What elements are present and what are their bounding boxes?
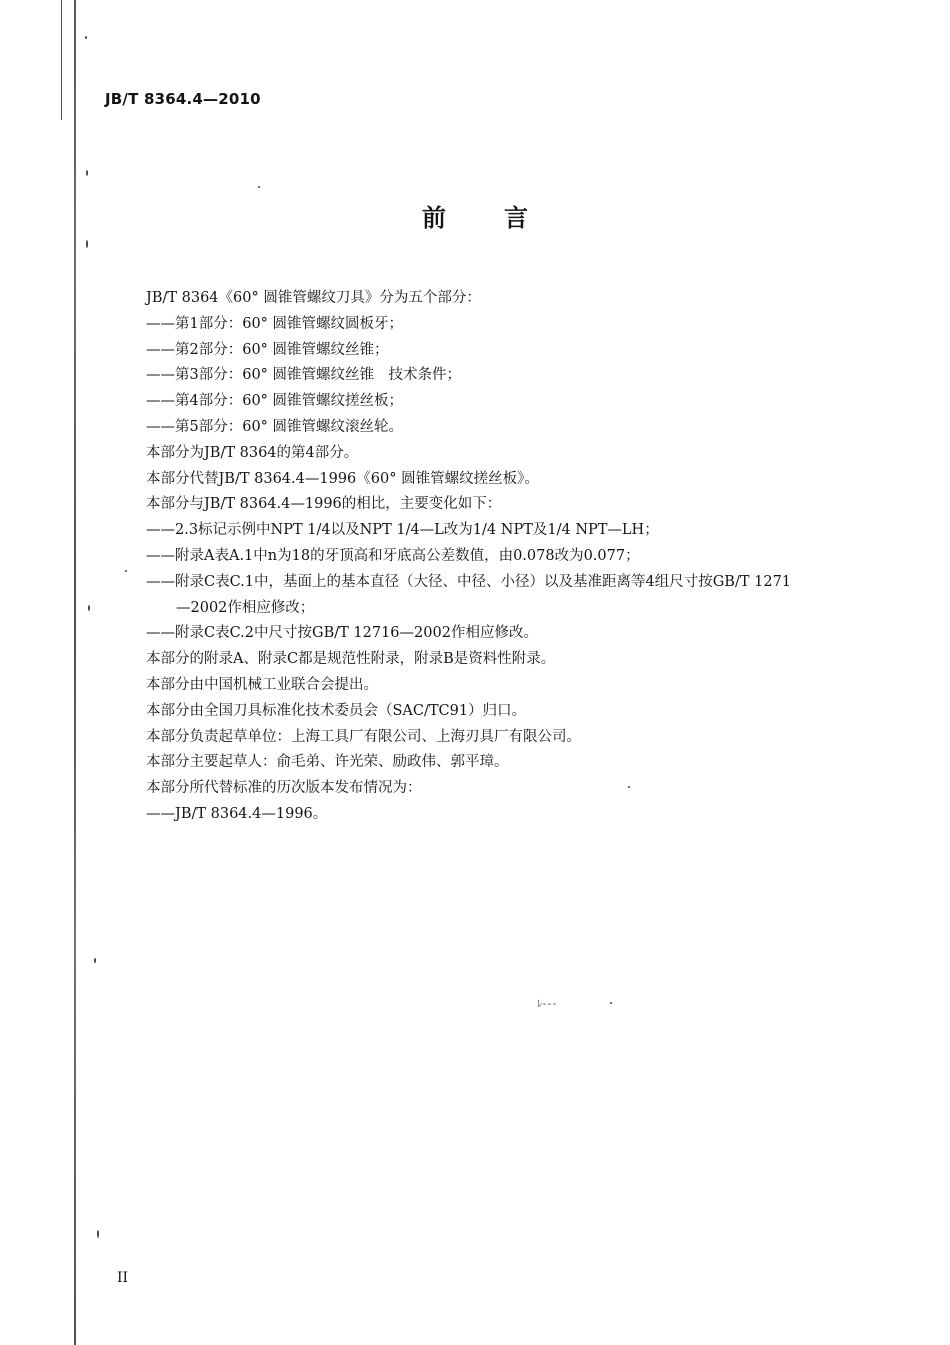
body-line: 本部分所代替标准的历次版本发布情况为： [146, 780, 422, 797]
title-char-2: 言 [504, 204, 528, 232]
scan-speck [86, 240, 88, 248]
page-title [0, 198, 950, 233]
title-char-1: 前 [422, 204, 446, 232]
body-line: 本部分代替JB/T 8364.4—1996《60° 圆锥管螺纹搓丝板》。 [146, 470, 539, 487]
body-line: ——第5部分：60° 圆锥管螺纹滚丝轮。 [146, 418, 404, 435]
body-line: 本部分负责起草单位：上海工具厂有限公司、上海刃具厂有限公司。 [146, 728, 581, 745]
scan-speck [610, 1002, 612, 1004]
scan-mark: ﾚ--- [537, 997, 558, 1010]
body-line: ——附录C表C.2中尺寸按GB/T 12716—2002作相应修改。 [146, 625, 538, 642]
body-line: ——第3部分：60° 圆锥管螺纹丝锥 技术条件； [146, 367, 462, 384]
body-line: ——第2部分：60° 圆锥管螺纹丝锥； [146, 341, 389, 358]
body-line: 本部分的附录A、附录C都是规范性附录，附录B是资料性附录。 [146, 651, 556, 668]
foreword-body [146, 286, 886, 828]
body-line: ——第1部分：60° 圆锥管螺纹圆板牙； [146, 315, 404, 332]
body-line: 本部分由中国机械工业联合会提出。 [146, 676, 378, 693]
body-line: 本部分与JB/T 8364.4—1996的相比，主要变化如下： [146, 496, 502, 513]
body-line-continuation: —2002作相应修改； [176, 599, 315, 616]
body-line: ——附录A表A.1中n为18的牙顶高和牙底高公差数值，由0.078改为0.077； [146, 547, 640, 564]
scan-speck [85, 36, 87, 39]
body-line: ——第4部分：60° 圆锥管螺纹搓丝板； [146, 393, 404, 410]
page-number: II [117, 1270, 129, 1286]
body-line: ——JB/T 8364.4—1996。 [146, 805, 328, 822]
body-line: ——2.3标记示例中NPT 1/4以及NPT 1/4—L改为1/4 NPT及1/4 NPT—LH； [146, 522, 659, 539]
scan-speck [86, 170, 88, 176]
body-line: JB/T 8364《60° 圆锥管螺纹刀具》分为五个部分： [146, 290, 481, 306]
body-line: 本部分主要起草人：俞毛弟、许光荣、励政伟、郭平璋。 [146, 754, 509, 771]
scan-speck [258, 186, 260, 188]
binding-edge-line-secondary [61, 0, 62, 120]
scan-speck [125, 570, 127, 572]
body-line: ——附录C表C.1中，基面上的基本直径（大径、中径、小径）以及基准距离等4组尺寸按GB/T 1271 [146, 573, 792, 590]
scan-speck [94, 958, 96, 963]
scan-speck [97, 1230, 99, 1238]
document-code: JB/T 8364.4—2010 [105, 90, 261, 108]
scan-speck [88, 605, 90, 611]
body-line: 本部分由全国刀具标准化技术委员会（SAC/TC91）归口。 [146, 702, 527, 719]
body-line: 本部分为JB/T 8364的第4部分。 [146, 444, 359, 461]
